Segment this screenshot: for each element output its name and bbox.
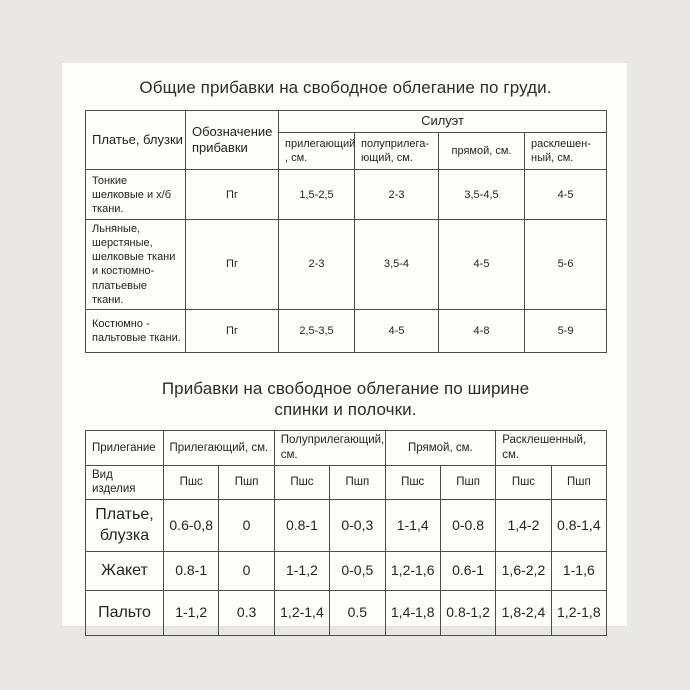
value-cell: 0.3	[219, 591, 274, 636]
width-ease-table-title	[85, 378, 606, 421]
value-cell: 0.6-1	[440, 552, 495, 591]
value-cell: 1,4-1,8	[385, 591, 440, 636]
designation-cell: Пг	[186, 170, 279, 220]
table1-header-garment: Платье, блузки	[86, 111, 186, 170]
width-ease-title-line2: спинки и полочки.	[274, 399, 417, 419]
table2-row	[86, 552, 607, 591]
designation-cell: Пг	[186, 309, 279, 352]
value-cell: 4-8	[439, 309, 525, 352]
table2-subcol-pshs: Пшс	[385, 465, 440, 499]
value-cell: 1-1,2	[164, 591, 219, 636]
table2-group-header-row	[86, 431, 607, 465]
value-cell: 0.8-1	[274, 500, 329, 552]
table2-subcol-pshp: Пшп	[551, 465, 606, 499]
chest-ease-table-body	[86, 170, 607, 352]
table2-subcol-pshp: Пшп	[330, 465, 385, 499]
table2-group-flared: Расклешенный, см.	[496, 431, 607, 465]
table1-header-silhouette-group: Силуэт	[279, 111, 607, 133]
table1-row	[86, 309, 607, 352]
value-cell: 0-0,5	[330, 552, 385, 591]
fabric-cell: Льняные, шерстяные, шелковые ткани и костюмно-платьевые ткани.	[86, 220, 186, 309]
value-cell: 5-6	[525, 220, 607, 309]
table2-group-straight: Прямой, см.	[385, 431, 496, 465]
value-cell: 3,5-4,5	[439, 170, 525, 220]
value-cell: 0	[219, 552, 274, 591]
value-cell: 1,2-1,6	[385, 552, 440, 591]
value-cell: 0.5	[330, 591, 385, 636]
designation-cell: Пг	[186, 220, 279, 309]
table2-subcol-pshs: Пшс	[164, 465, 219, 499]
table1-row	[86, 170, 607, 220]
value-cell: 0.8-1,2	[440, 591, 495, 636]
value-cell: 4-5	[439, 220, 525, 309]
value-cell: 1-1,6	[551, 552, 606, 591]
table2-subcol-pshp: Пшп	[440, 465, 495, 499]
table2-header-fit: Прилегание	[86, 431, 164, 465]
fabric-cell: Костюмно - пальтовые ткани.	[86, 309, 186, 352]
value-cell: 5-9	[525, 309, 607, 352]
table2-subcol-pshs: Пшс	[496, 465, 551, 499]
width-ease-title-line1: Прибавки на свободное облегание по ширине	[161, 378, 530, 398]
value-cell: 2,5-3,5	[279, 309, 355, 352]
table1-subcol-straight: прямой, см.	[439, 133, 525, 170]
table1-subcol-fitted: прилегающий , см.	[279, 133, 355, 170]
value-cell: 0.8-1	[164, 552, 219, 591]
table2-subcol-pshp: Пшп	[219, 465, 274, 499]
value-cell: 1,5-2,5	[279, 170, 355, 220]
value-cell: 1,2-1,4	[274, 591, 329, 636]
value-cell: 0-0.8	[440, 500, 495, 552]
table2-header-item: Вид изделия	[86, 465, 164, 499]
chest-ease-table-title: Общие прибавки на свободное облегание по груди.	[139, 78, 552, 97]
value-cell: 0.8-1,4	[551, 500, 606, 552]
value-cell: 0.6-0,8	[164, 500, 219, 552]
table1-header-designation: Обозначение прибавки	[186, 111, 279, 170]
value-cell: 1-1,2	[274, 552, 329, 591]
table2-subheader-row	[86, 465, 607, 499]
value-cell: 1,4-2	[496, 500, 551, 552]
value-cell: 1-1,4	[385, 500, 440, 552]
table2-subcol-pshs: Пшс	[274, 465, 329, 499]
fabric-cell: Тонкие шелковые и х/б ткани.	[86, 170, 186, 220]
value-cell: 4-5	[355, 309, 439, 352]
chest-ease-table-head	[86, 111, 607, 170]
value-cell: 3,5-4	[355, 220, 439, 309]
document-card	[62, 63, 627, 626]
value-cell: 1,8-2,4	[496, 591, 551, 636]
value-cell: 2-3	[355, 170, 439, 220]
table2-row	[86, 500, 607, 552]
table2-group-fitted: Прилегающий, см.	[164, 431, 275, 465]
chest-ease-table	[85, 110, 607, 352]
width-ease-table-body	[86, 500, 607, 636]
value-cell: 4-5	[525, 170, 607, 220]
table2-group-semifitted: Полуприлегающий, см.	[274, 431, 385, 465]
value-cell: 1,6-2,2	[496, 552, 551, 591]
table1-row	[86, 220, 607, 309]
table1-subcol-flared: расклешен-ный, см.	[525, 133, 607, 170]
item-cell: Платье, блузка	[86, 500, 164, 552]
value-cell: 2-3	[279, 220, 355, 309]
item-cell: Жакет	[86, 552, 164, 591]
value-cell: 0	[219, 500, 274, 552]
item-cell: Пальто	[86, 591, 164, 636]
value-cell: 1,2-1,8	[551, 591, 606, 636]
value-cell: 0-0,3	[330, 500, 385, 552]
width-ease-table-head	[86, 431, 607, 500]
table1-subcol-semifitted: полуприлега-ющий, см.	[355, 133, 439, 170]
table2-row	[86, 591, 607, 636]
table1-main-header-row	[86, 111, 607, 133]
width-ease-table	[85, 430, 607, 636]
